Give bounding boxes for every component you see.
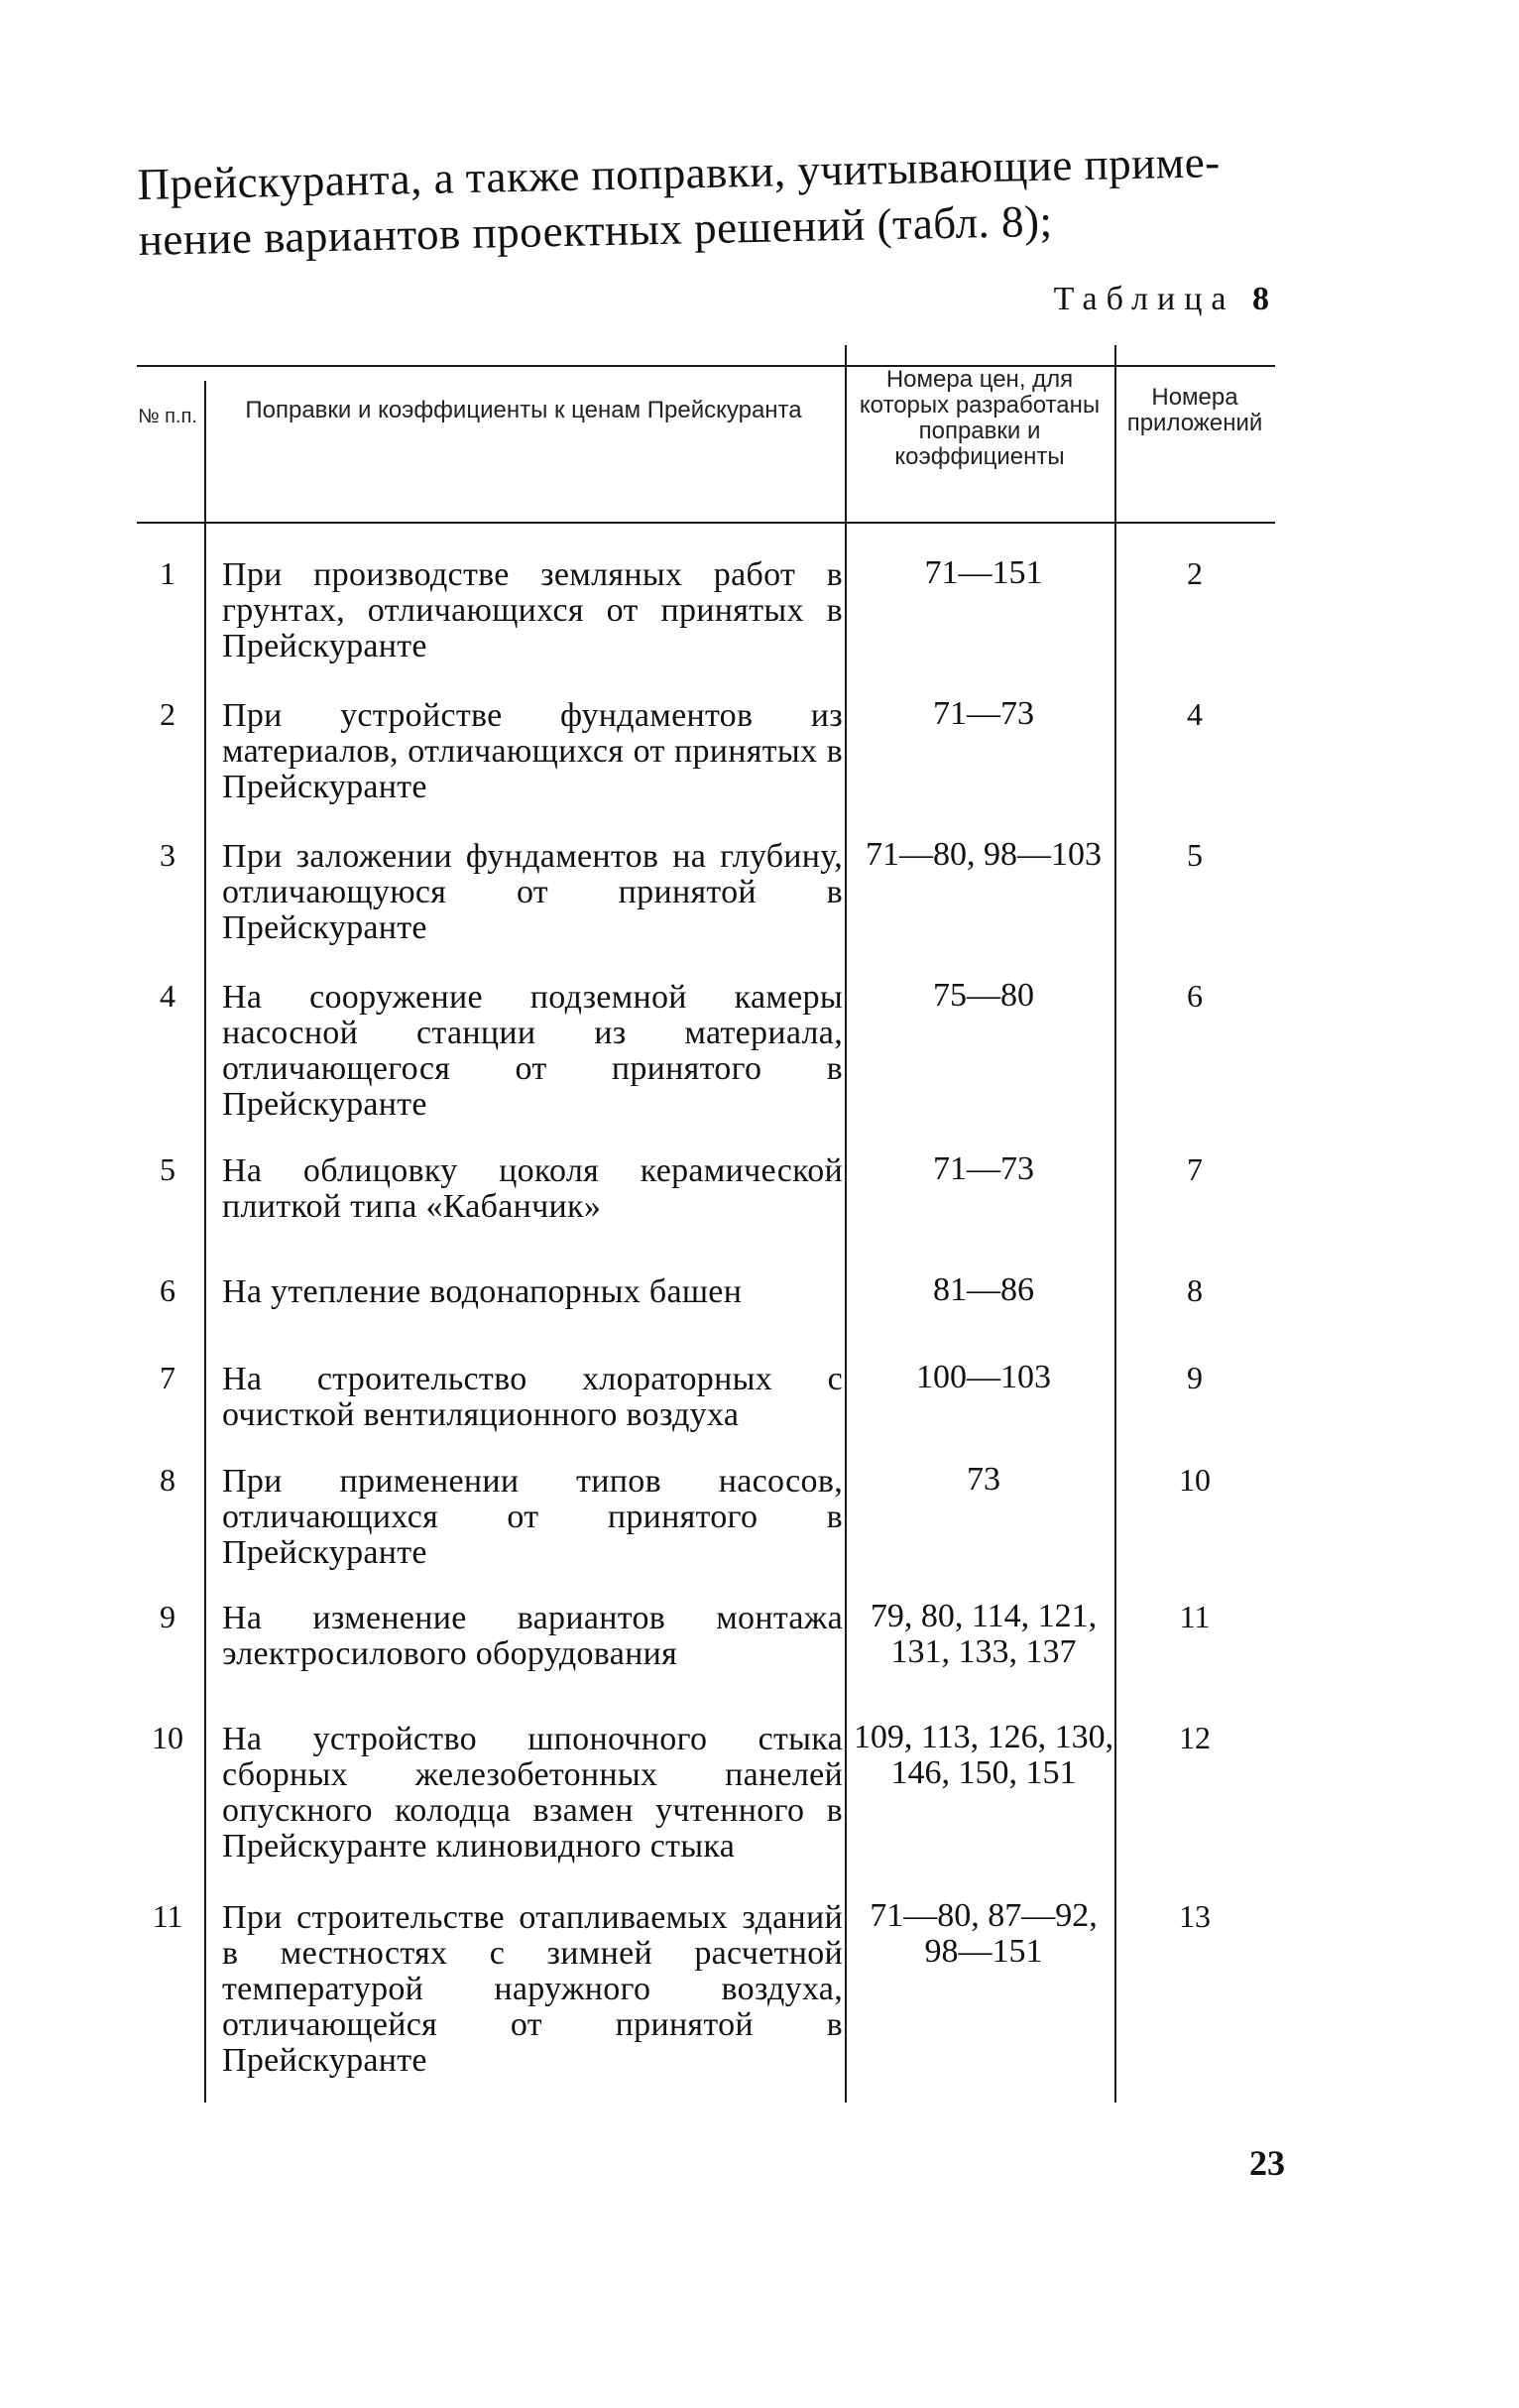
row-description: При устройстве фундаментов из материалов, отличающихся от принятых в Прейскуранте xyxy=(222,697,843,805)
row-appendix: 9 xyxy=(1187,1360,1203,1395)
row-prices: 109, 113, 126, 130, 146, 150, 151 xyxy=(853,1719,1114,1791)
header-number: № п.п. xyxy=(138,406,197,427)
row-number: 2 xyxy=(160,696,175,732)
column-divider-3 xyxy=(1114,345,1116,2103)
row-description: На облицовку цоколя керамической плиткой типа «Кабанчик» xyxy=(222,1152,843,1225)
row-appendix: 10 xyxy=(1179,1462,1211,1498)
row-prices: 100—103 xyxy=(916,1359,1051,1395)
row-number: 11 xyxy=(152,1898,183,1934)
row-prices: 71—73 xyxy=(933,695,1034,732)
intro-paragraph xyxy=(137,133,1274,268)
row-prices: 71—80, 87—92, 98—151 xyxy=(870,1897,1098,1970)
row-description: На утепление водонапорных башен xyxy=(222,1273,743,1310)
row-description: При производстве земляных работ в грунтах, отличающихся от принятых в Прейскуранте xyxy=(222,556,843,664)
table-caption xyxy=(1054,281,1269,318)
row-prices: 71—73 xyxy=(933,1150,1034,1187)
row-number: 6 xyxy=(160,1272,175,1308)
table-caption-number: 8 xyxy=(1252,281,1269,317)
header-prices: Номера цен, для которых разработаны поправки и коэффициенты xyxy=(859,366,1101,470)
row-description: При заложении фундаментов на глубину, отличающуюся от принятой в Прейскуранте xyxy=(222,838,843,946)
column-divider-2 xyxy=(845,345,847,2103)
row-prices: 71—151 xyxy=(924,554,1043,591)
row-description: На изменение вариантов монтажа электросилового оборудования xyxy=(222,1600,843,1672)
row-description: На строительство хлораторных с очисткой вентиляционного воздуха xyxy=(222,1361,843,1433)
row-appendix: 13 xyxy=(1179,1898,1211,1934)
row-appendix: 5 xyxy=(1187,837,1203,873)
row-number: 8 xyxy=(160,1462,175,1498)
row-number: 5 xyxy=(160,1151,175,1187)
row-number: 4 xyxy=(160,978,175,1014)
row-prices: 71—80, 98—103 xyxy=(866,836,1102,873)
row-number: 7 xyxy=(160,1360,175,1395)
row-description: На устройство шпоночного стыка сборных железобетонных панелей опускного колодца взамен учтенного в Прейскуранте клиновидного стыка xyxy=(222,1721,843,1865)
row-description: При строительстве отапливаемых зданий в местностях с зимней расчетной температурой наружного воздуха, отличающейся от принятой в Прейскуранте xyxy=(222,1899,843,2079)
corrections-table xyxy=(137,345,1275,2103)
table-header-rule xyxy=(137,522,1275,524)
row-number: 10 xyxy=(152,1720,183,1755)
row-prices: 75—80 xyxy=(933,977,1034,1014)
row-appendix: 8 xyxy=(1187,1272,1203,1308)
header-appendix: Номера приложений xyxy=(1126,384,1263,436)
row-appendix: 4 xyxy=(1187,696,1203,732)
row-appendix: 6 xyxy=(1187,978,1203,1014)
header-description: Поправки и коэффициенты к ценам Прейскуранта xyxy=(245,397,802,423)
row-description: На сооружение подземной камеры насосной станции из материала, отличающегося от принятого в Прейскуранте xyxy=(222,979,843,1123)
page-number: 23 xyxy=(1249,2143,1285,2183)
column-divider-1 xyxy=(204,381,206,2103)
row-number: 3 xyxy=(160,837,175,873)
table-caption-word: Таблица xyxy=(1053,281,1235,317)
row-appendix: 12 xyxy=(1179,1720,1211,1755)
row-appendix: 11 xyxy=(1179,1599,1211,1634)
row-prices: 79, 80, 114, 121, 131, 133, 137 xyxy=(870,1598,1098,1670)
row-prices: 73 xyxy=(967,1461,1000,1498)
intro-line-1: Прейскуранта, а также поправки, учитывающие приме- xyxy=(137,137,1222,209)
intro-line-2: нение вариантов проектных решений (табл. 8); xyxy=(138,195,1053,265)
row-number: 1 xyxy=(160,555,175,591)
row-description: При применении типов насосов, отличающихся от принятого в Прейскуранте xyxy=(222,1463,843,1571)
row-appendix: 2 xyxy=(1187,555,1203,591)
row-prices: 81—86 xyxy=(933,1271,1034,1308)
row-number: 9 xyxy=(160,1599,175,1634)
row-appendix: 7 xyxy=(1187,1151,1203,1187)
